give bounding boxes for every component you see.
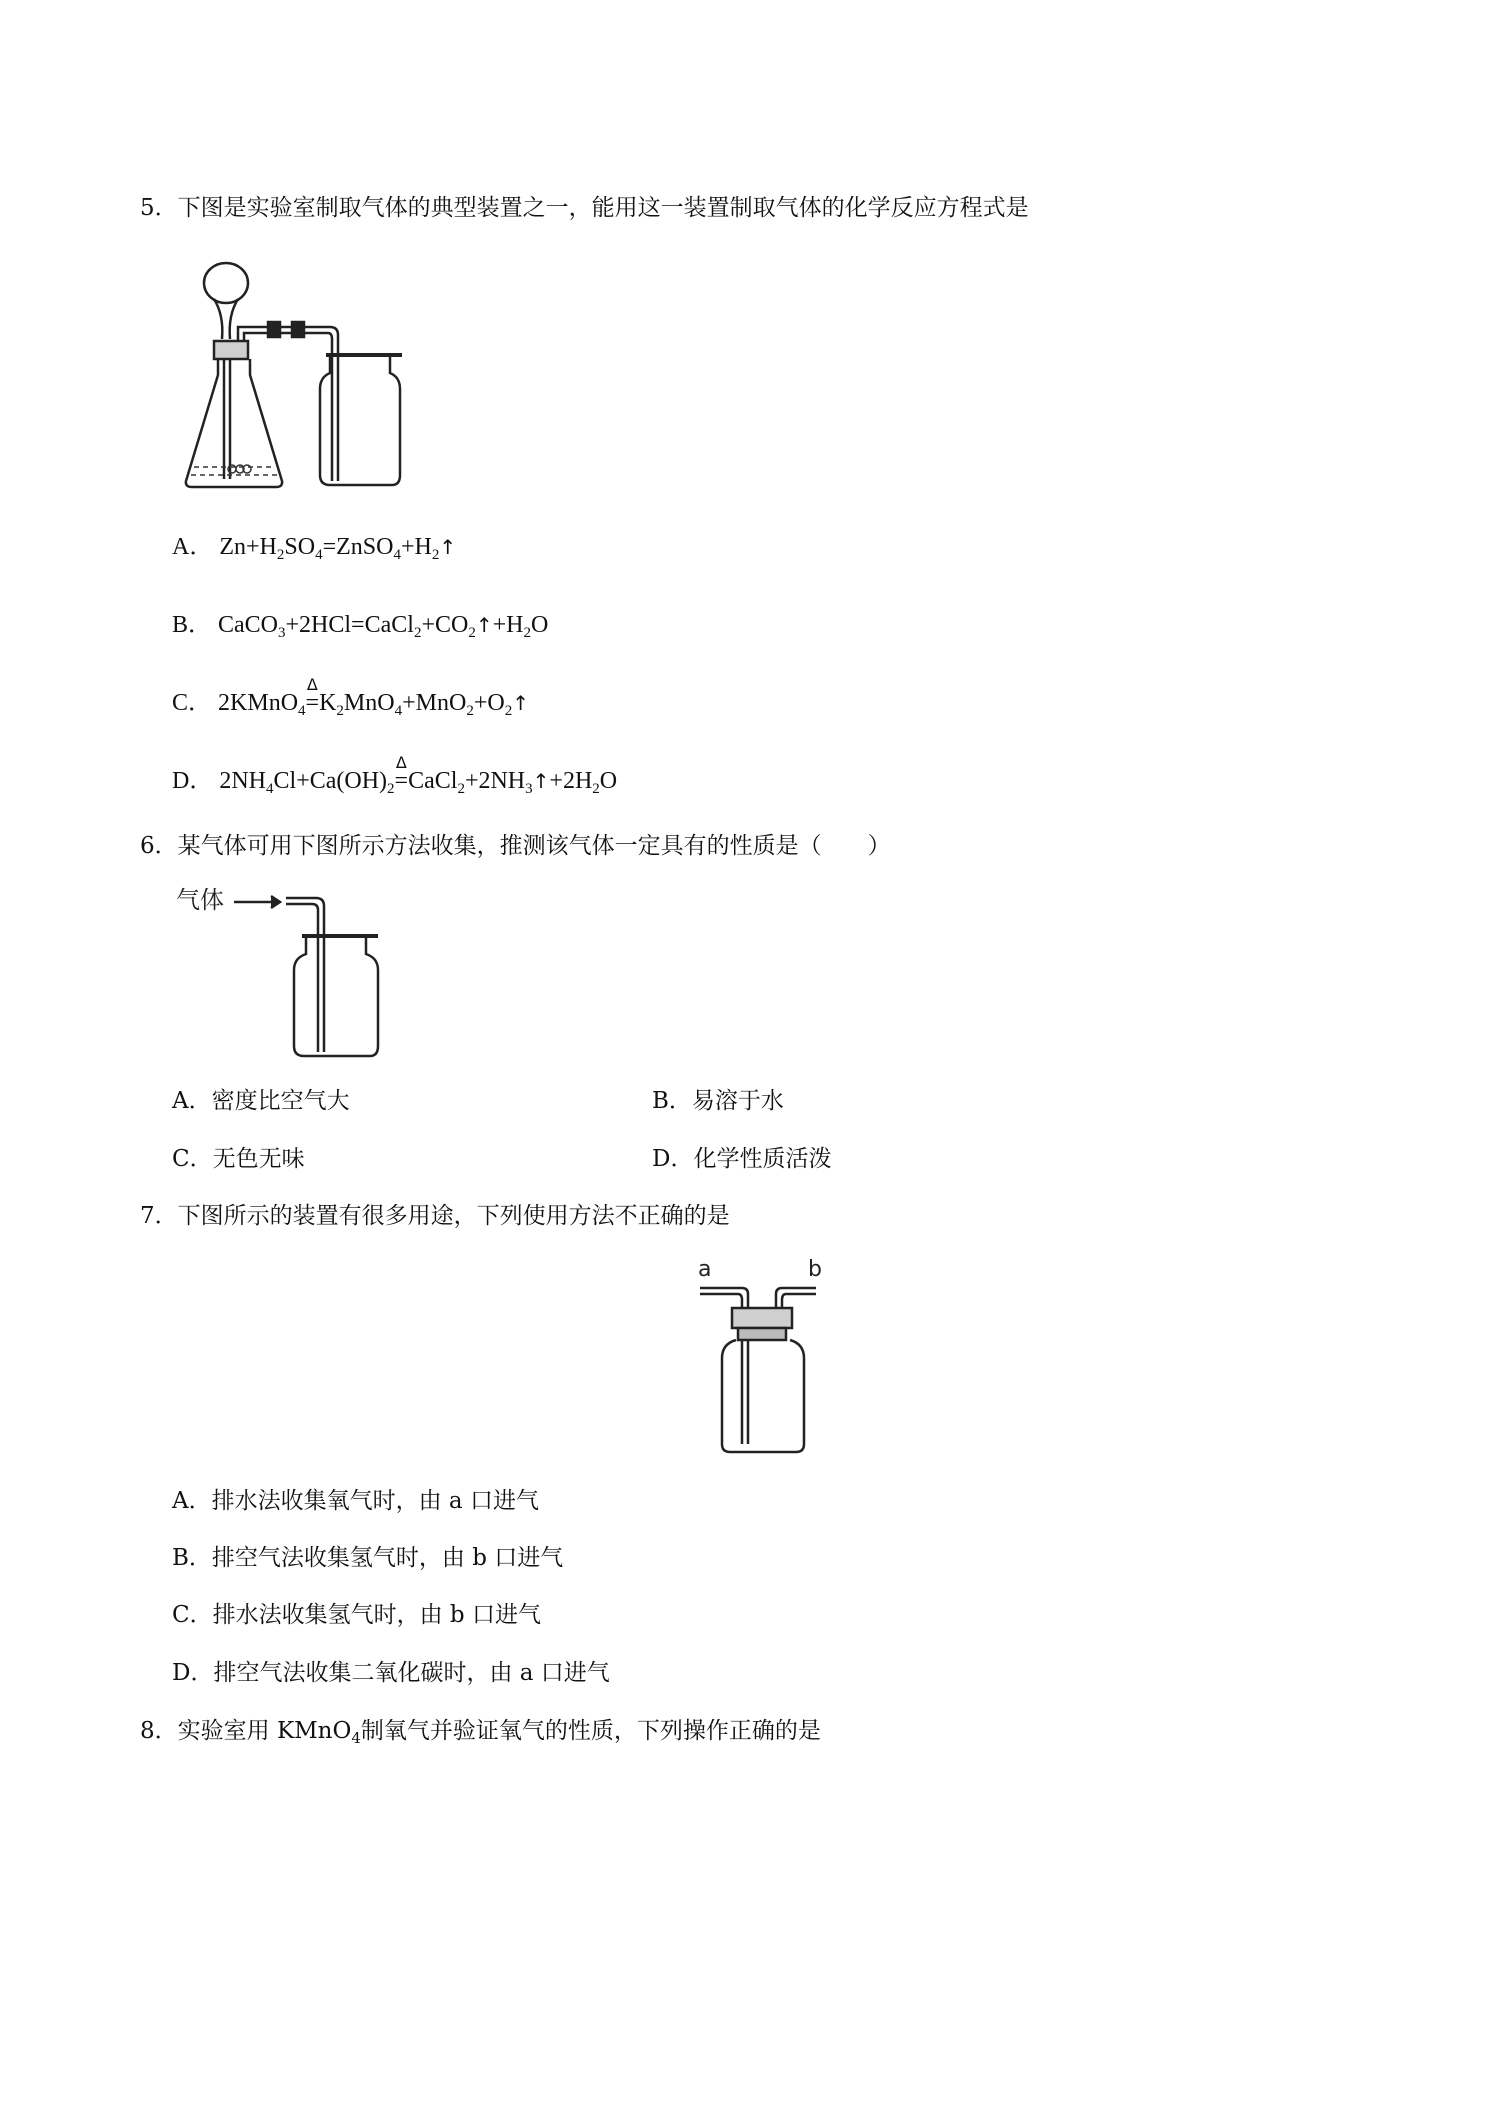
gas-generation-apparatus-figure	[180, 255, 410, 495]
option-b-label: B．	[172, 612, 213, 638]
eq-sub: 4	[394, 703, 403, 719]
question-5-stem: 5．下图是实验室制取气体的典型装置之一，能用这一装置制取气体的化学反应方程式是	[140, 195, 1029, 221]
eq-sub: 2	[387, 781, 395, 797]
eq-sub: 2	[504, 703, 513, 719]
eq-part: +CO	[421, 612, 469, 638]
eq-sub: 4	[266, 781, 274, 797]
eq-part: +H	[400, 534, 432, 560]
question-6-option-a: A．密度比空气大	[172, 1088, 350, 1114]
eq-part: 2KMnO	[218, 690, 299, 716]
port-a-label: a	[698, 1257, 712, 1282]
eq-sub: 2	[413, 625, 422, 641]
question-5-option-a	[172, 532, 456, 562]
eq-sub: 3	[278, 625, 286, 641]
heating-condition	[394, 753, 409, 796]
eq-part: CaCO	[218, 612, 279, 638]
question-6-option-b: B．易溶于水	[652, 1088, 784, 1114]
eq-part: +2HCl=CaCl	[285, 612, 414, 638]
question-5-option-b	[172, 610, 548, 640]
stem-part: 8．实验室用	[140, 1718, 277, 1744]
question-6-option-d: D．化学性质活泼	[652, 1146, 832, 1172]
eq-sub: 3	[525, 781, 533, 797]
downward-air-collection-figure	[174, 880, 394, 1060]
eq-part: O	[530, 612, 549, 638]
eq-sub: 2	[431, 547, 440, 563]
gas-arrow-icon: ↑	[512, 691, 529, 715]
option-a-label: A．	[172, 534, 214, 560]
gas-arrow-icon: ↑	[475, 613, 493, 637]
question-7-option-c: C．排水法收集氢气时，由 b 口进气	[172, 1602, 541, 1628]
eq-part: Cl+Ca(OH)	[273, 768, 388, 794]
eq-sub: 4	[393, 547, 401, 563]
multi-purpose-bottle-figure	[690, 1256, 840, 1456]
eq-part: Zn+H	[219, 534, 277, 560]
eq-part: =ZnSO	[322, 534, 394, 560]
eq-sub: 2	[457, 781, 465, 797]
heating-condition	[305, 675, 320, 718]
eq-part: +MnO	[402, 690, 467, 716]
eq-sub: 4	[298, 703, 306, 719]
eq-sub: 2	[592, 781, 600, 797]
question-8-stem	[140, 1716, 821, 1746]
eq-sub: 2	[276, 547, 285, 563]
question-5-option-c	[172, 675, 529, 719]
option-c-label: C．	[172, 690, 213, 716]
eq-part: =	[305, 690, 320, 716]
eq-part: SO	[284, 534, 316, 560]
delta-icon: Δ	[306, 675, 318, 694]
question-6-option-c: C．无色无味	[172, 1146, 305, 1172]
formula-sub: 4	[351, 1729, 361, 1747]
eq-part: +2NH	[464, 768, 526, 794]
question-7-option-b: B．排空气法收集氢气时，由 b 口进气	[172, 1545, 564, 1571]
eq-part: +H	[492, 612, 524, 638]
eq-part: CaCl	[408, 768, 458, 794]
eq-sub: 2	[466, 703, 474, 719]
eq-part: +2H	[549, 768, 593, 794]
eq-part: +O	[473, 690, 505, 716]
eq-sub: 2	[468, 625, 476, 641]
port-b-label: b	[808, 1257, 822, 1282]
delta-icon: Δ	[395, 753, 407, 772]
eq-part: O	[599, 768, 618, 794]
eq-part: 2NH	[219, 768, 267, 794]
eq-sub: 2	[523, 625, 531, 641]
eq-sub: 2	[336, 703, 344, 719]
gas-label: 气体	[176, 886, 224, 914]
stem-part: 制氧气并验证氧气的性质，下列操作正确的是	[360, 1718, 821, 1744]
gas-arrow-icon: ↑	[439, 535, 457, 559]
formula-part: KMnO	[276, 1718, 352, 1744]
question-7-option-a: A．排水法收集氧气时，由 a 口进气	[172, 1488, 539, 1514]
eq-part: =	[394, 768, 409, 794]
eq-part: K	[319, 690, 337, 716]
question-7-option-d: D．排空气法收集二氧化碳时，由 a 口进气	[172, 1660, 610, 1686]
eq-part: MnO	[343, 690, 395, 716]
option-d-label: D．	[172, 768, 214, 794]
question-6-stem: 6．某气体可用下图所示方法收集，推测该气体一定具有的性质是（ ）	[140, 833, 891, 859]
question-5-option-d	[172, 753, 618, 797]
eq-sub: 4	[315, 547, 323, 563]
question-7-stem: 7．下图所示的装置有很多用途，下列使用方法不正确的是	[140, 1203, 730, 1229]
gas-arrow-icon: ↑	[532, 769, 550, 793]
